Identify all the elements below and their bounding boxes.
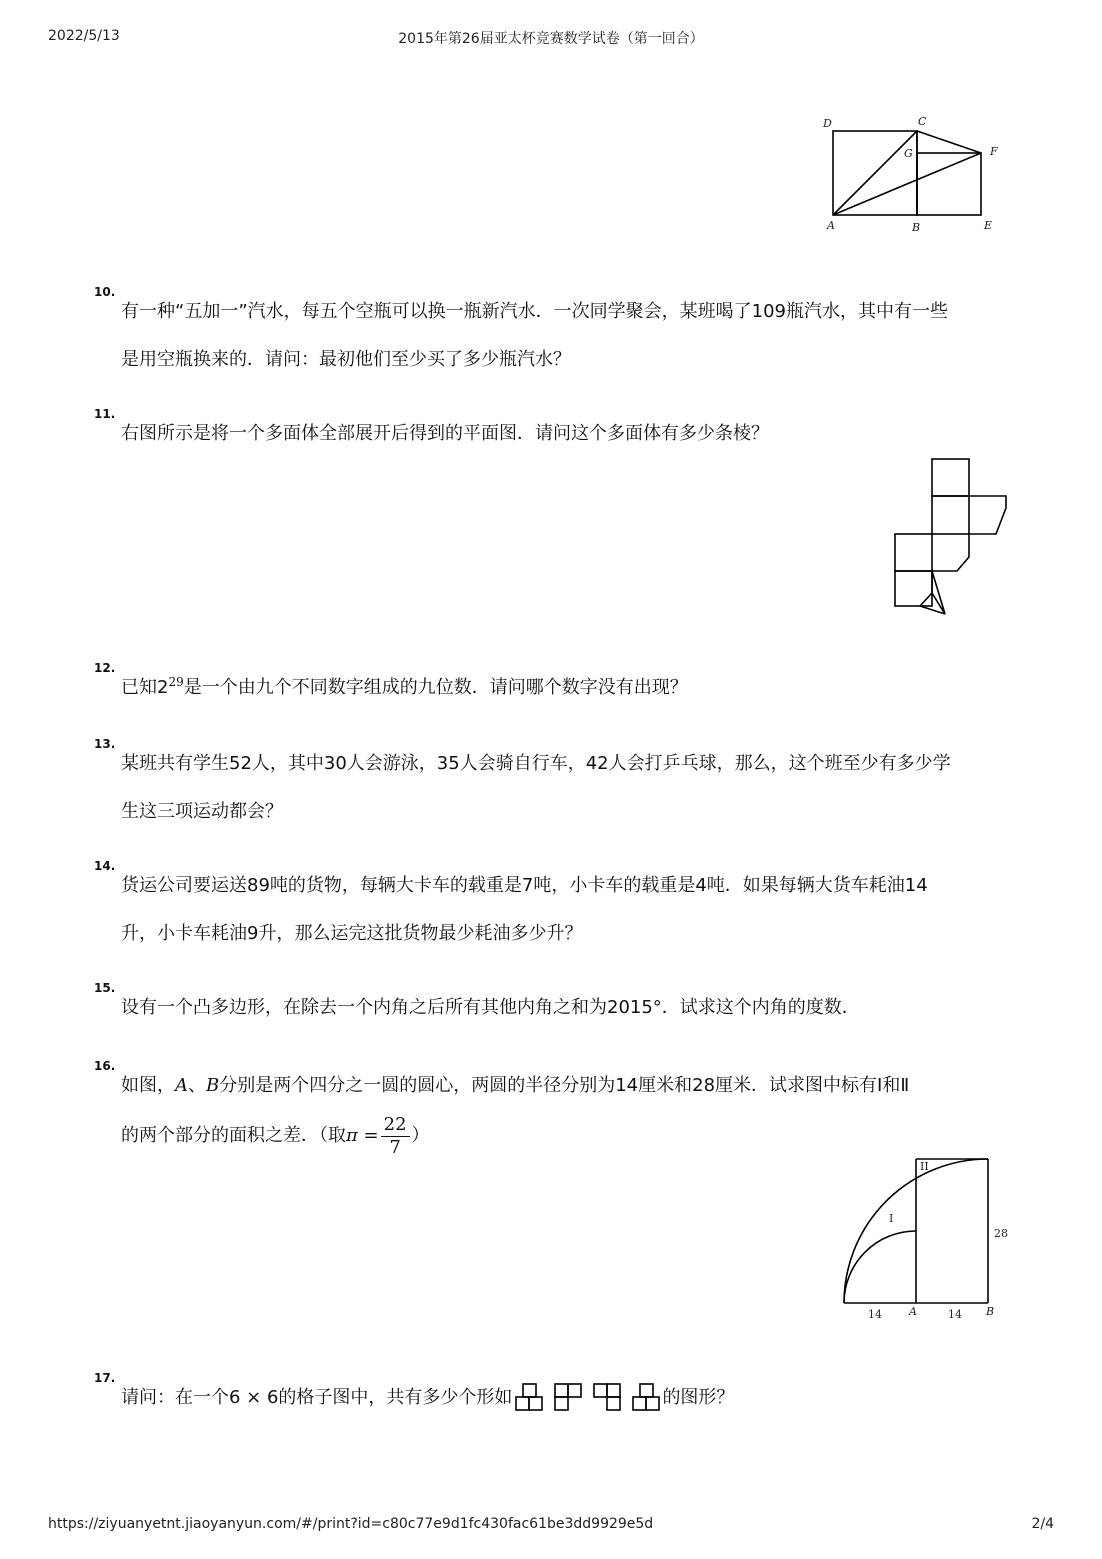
question-text-line: 设有一个凸多边形，在除去一个内角之后所有其他内角之和为2015°．试求这个内角的度数．: [121, 997, 860, 1018]
question-text-line: 是用空瓶换来的．请问：最初他们至少买了多少瓶汽水？: [121, 349, 571, 370]
question-text-line: 某班共有学生52人，其中30人会游泳，35人会骑自行车，42人会打乒乓球，那么，这个班至少有多少学: [121, 753, 951, 774]
question-text-line: 右图所示是将一个多面体全部展开后得到的平面图．请问这个多面体有多少条棱？: [121, 423, 769, 444]
point-a: A: [175, 1075, 188, 1096]
question-14: [94, 859, 1024, 958]
label-f: F: [990, 145, 998, 158]
label-right-14: 14: [948, 1308, 962, 1321]
question-text-line: 生这三项运动都会？: [121, 801, 283, 822]
question-17: [94, 1371, 1024, 1422]
label-a: A: [827, 219, 835, 232]
pi-symbol: π =: [346, 1125, 379, 1146]
question-12: [94, 661, 1024, 712]
footer-page-number: 2/4: [1031, 1516, 1054, 1532]
question-10: [94, 285, 1024, 384]
label-b: B: [912, 221, 921, 234]
question-text: 已知2: [121, 677, 169, 698]
label-e: E: [984, 219, 993, 232]
question-number: 15.: [94, 981, 116, 995]
label-g: G: [904, 147, 913, 160]
question-number: 14.: [94, 859, 116, 873]
question-number: 11.: [94, 407, 116, 421]
question-text-line: 有一种“五加一”汽水，每五个空瓶可以换一瓶新汽水．一次同学聚会，某班喝了109瓶汽水，其中有一些: [121, 301, 949, 322]
header-title: 2015年第26届亚太杯竞赛数学试卷（第一回合）: [398, 31, 704, 47]
question-number: 13.: [94, 737, 116, 751]
footer-url: https://ziyuanyetnt.jiaoyanyun.com/#/print?id=c80c77e9d1fc430fac61be3dd9929e5d: [48, 1516, 654, 1532]
exponent: 29: [168, 675, 184, 689]
fraction-numerator: 22: [381, 1114, 410, 1137]
question-13: [94, 737, 1024, 836]
question-11: [94, 407, 1024, 458]
question-text: 、: [188, 1075, 206, 1096]
header-date: 2022/5/13: [48, 28, 120, 44]
question-text: ）: [411, 1125, 430, 1146]
figure-polyhedron-net: [890, 455, 1015, 620]
figure-quarter-circles: [830, 1150, 1030, 1325]
fraction-denominator: 7: [389, 1136, 401, 1158]
question-16: [94, 1059, 1024, 1160]
label-center-b: B: [986, 1305, 995, 1318]
question-text: 如图，: [121, 1075, 175, 1096]
question-number: 16.: [94, 1059, 116, 1073]
fraction: [381, 1114, 410, 1159]
question-text: 请问：在一个6 × 6的格子图中，共有多少个形如: [121, 1387, 513, 1408]
shape-examples: [513, 1381, 661, 1415]
question-text: 是一个由九个不同数字组成的九位数．请问哪个数字没有出现？: [183, 677, 688, 698]
figure-rectangle-square: [815, 110, 1015, 235]
question-number: 17.: [94, 1371, 116, 1385]
question-text-line: 货运公司要运送89吨的货物，每辆大卡车的载重是7吨，小卡车的载重是4吨．如果每辆大货车耗油14: [121, 875, 928, 896]
question-text: 分别是两个四分之一圆的圆心，两圆的半径分别为14厘米和28厘米．试求图中标有Ⅰ和Ⅱ: [219, 1075, 910, 1096]
label-side-28: 28: [994, 1227, 1008, 1240]
label-c: C: [918, 115, 927, 128]
question-text: 的两个部分的面积之差．（取: [121, 1125, 346, 1146]
question-text-line: 升，小卡车耗油9升，那么运完这批货物最少耗油多少升？: [121, 923, 583, 944]
question-number: 10.: [94, 285, 116, 299]
label-region-i: I: [889, 1212, 894, 1225]
label-left-14: 14: [868, 1308, 882, 1321]
question-number: 12.: [94, 661, 116, 675]
label-center-a: A: [909, 1305, 917, 1318]
question-15: [94, 981, 1024, 1032]
point-b: B: [206, 1075, 220, 1096]
label-region-ii: II: [920, 1160, 929, 1173]
question-text: 的图形？: [662, 1387, 735, 1408]
label-d: D: [823, 117, 832, 130]
